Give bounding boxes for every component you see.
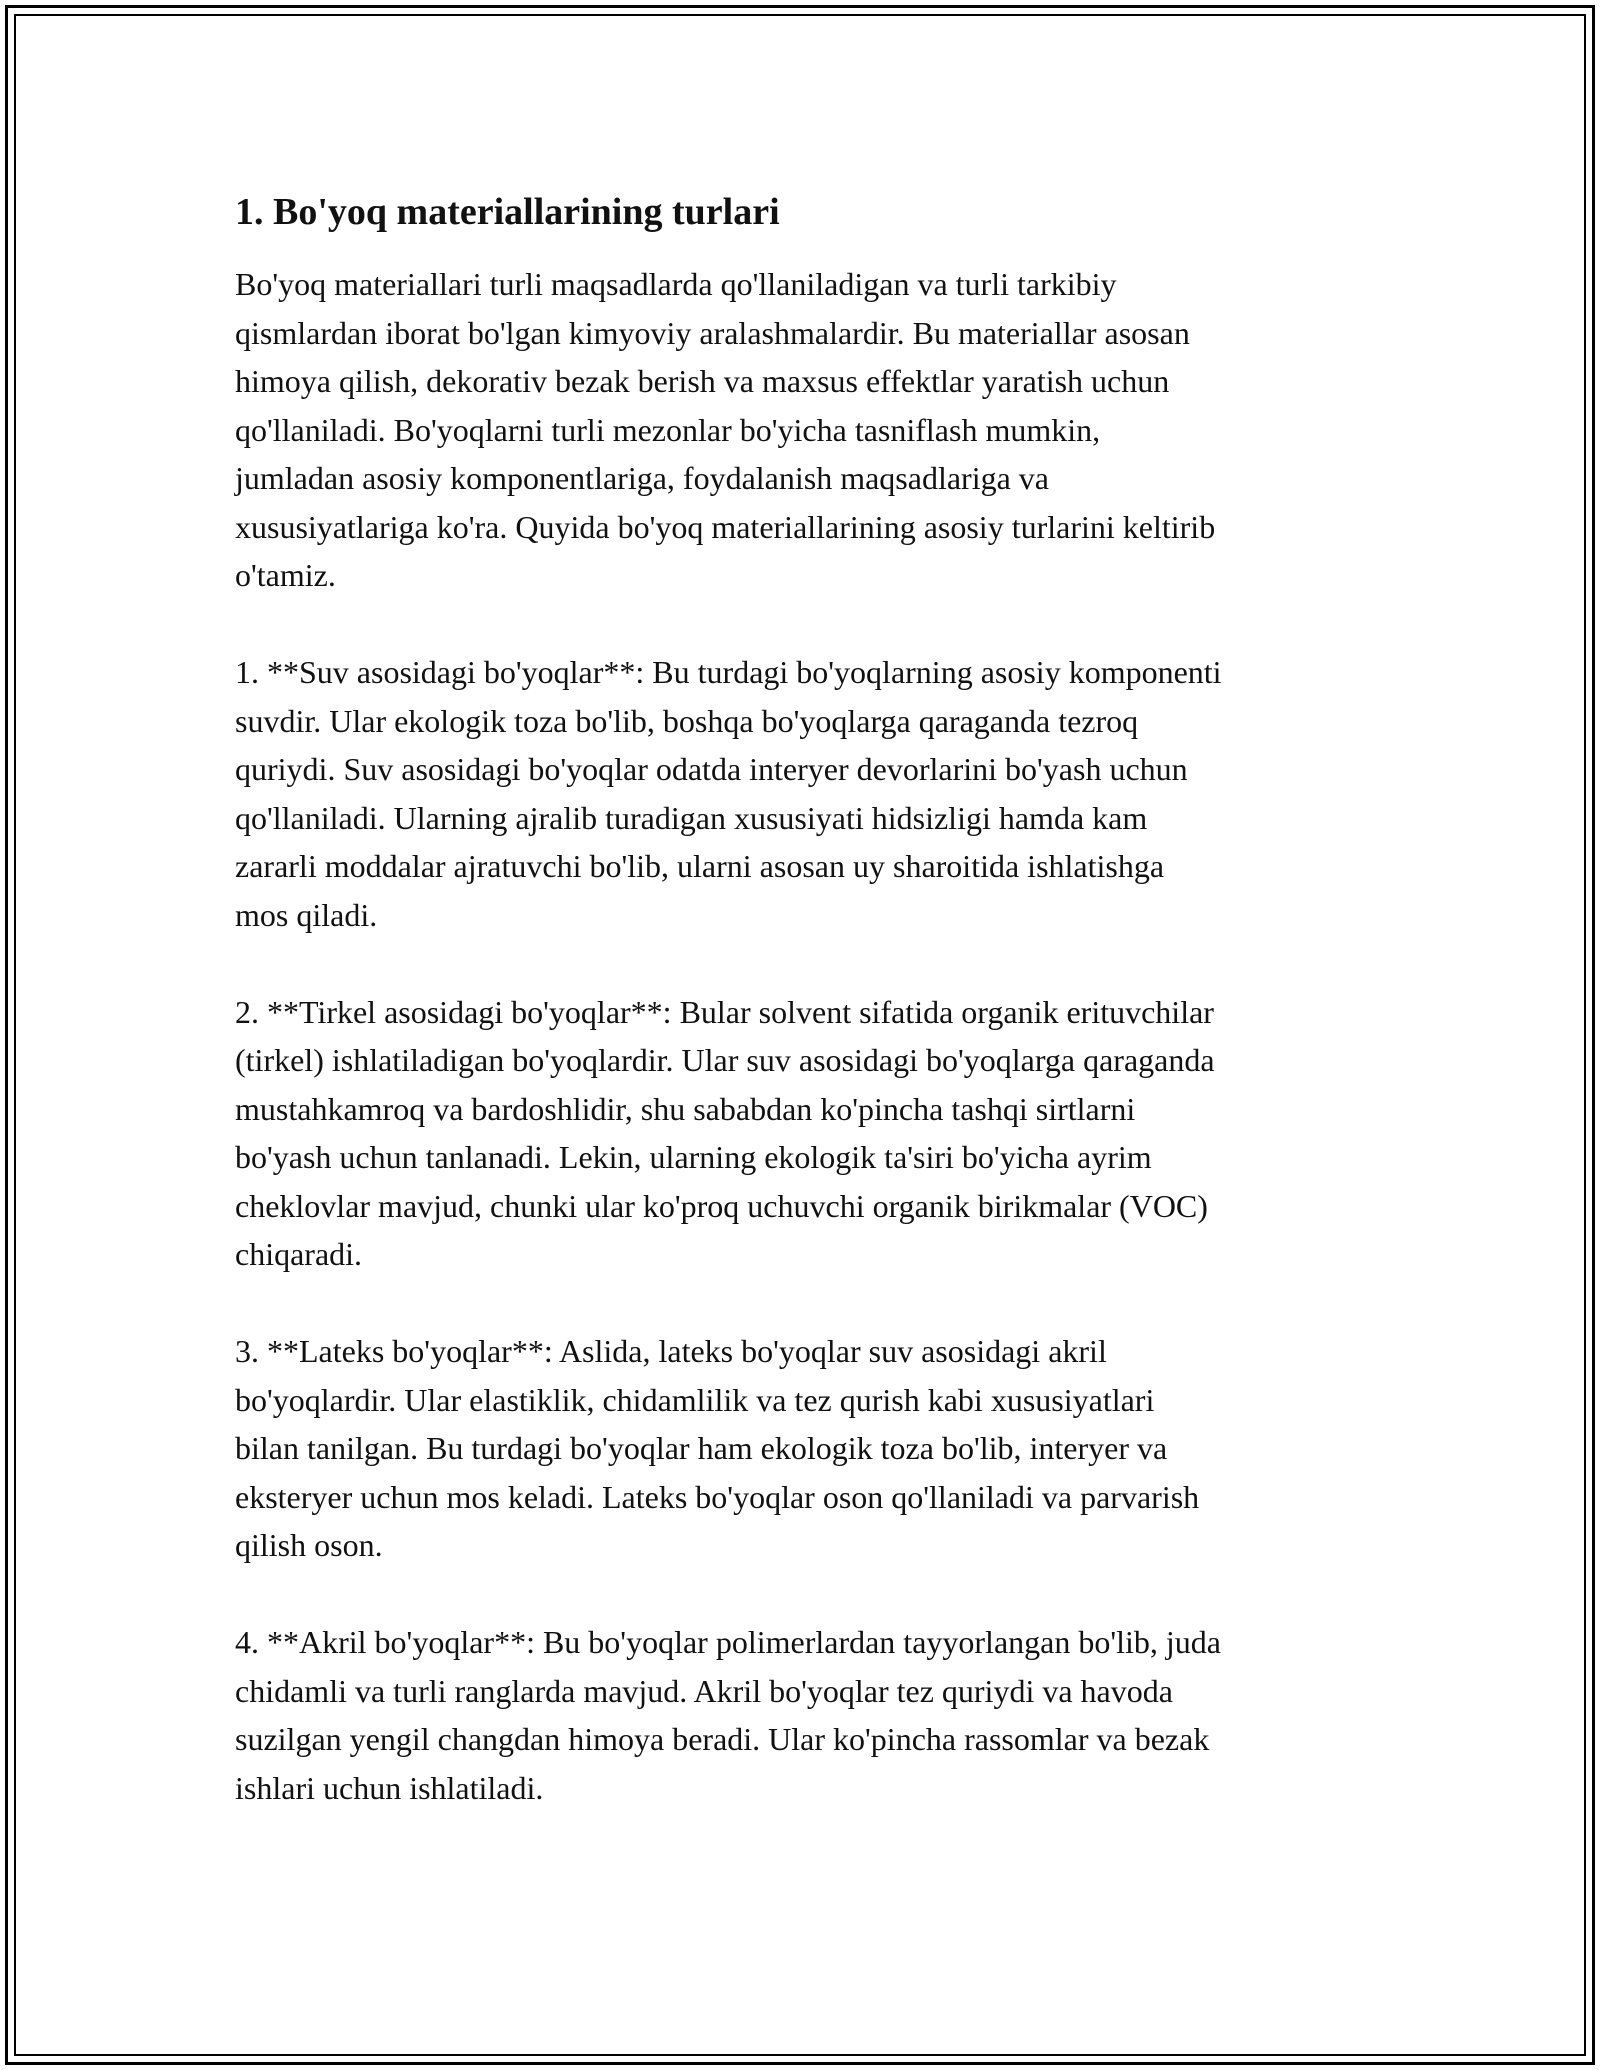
intro-paragraph: Bo'yoq materiallari turli maqsadlarda qo'llaniladigan va turli tarkibiy qismlardan iborat bo'lgan kimyoviy aralashmalardir. Bu materiallar asosan himoya qilish, dekorativ bezak berish va maxsus effektlar yaratish uchun qo'llaniladi. Bo'yoqlarni turli mezonlar bo'yicha tasniflash mumkin, jumladan asosiy komponentlariga, foydalanish maqsadlariga va xususiyatlariga ko'ra. Quyida bo'yoq materiallarining asosiy turlarini keltirib o'tamiz. — [235, 266, 1216, 593]
paragraph-solvent-based-paints: 2. **Tirkel asosidagi bo'yoqlar**: Bular solvent sifatida organik erituvchilar (tirkel) ishlatiladigan bo'yoqlardir. Ular suv asosidagi bo'yoqlarga qaraganda mustahkamroq va bardoshlidir, shu sababdan ko'pincha tashqi sirtlarni bo'yash uchun tanlanadi. Lekin, ularning ekologik ta'siri bo'yicha ayrim cheklovlar mavjud, chunki ular ko'proq uchuvchi organik birikmalar (VOC) chiqaradi. — [235, 993, 1215, 1272]
paragraph-latex-paints: 3. **Lateks bo'yoqlar**: Aslida, lateks bo'yoqlar suv asosidagi akril bo'yoqlardir. Ular elastiklik, chidamlilik va tez qurish kabi xususiyatlari bilan tanilgan. Bu turdagi bo'yoqlar ham ekologik toza bo'lib, interyer va eksteryer uchun mos keladi. Lateks bo'yoqlar oson qo'llaniladi va parvarish qilish oson. — [235, 1333, 1200, 1563]
paragraph-water-based-paints: 1. **Suv asosidagi bo'yoqlar**: Bu turdagi bo'yoqlarning asosiy komponenti suvdir. Ular ekologik toza bo'lib, boshqa bo'yoqlarga qaraganda tezroq quriydi. Suv asosidagi bo'yoqlar odatda interyer devorlarini bo'yash uchun qo'llaniladi. Ularning ajralib turadigan xususiyati hidsizligi hamda kam zararli moddalar ajratuvchi bo'lib, ularni asosan uy sharoitida ishlatishga mos qiladi. — [235, 654, 1222, 933]
document-title: 1. Bo'yoq materiallarining turlari — [235, 191, 780, 233]
document-body — [235, 186, 1385, 1861]
paragraph-acrylic-paints: 4. **Akril bo'yoqlar**: Bu bo'yoqlar polimerlardan tayyorlangan bo'lib, juda chidamli va turli ranglarda mavjud. Akril bo'yoqlar tez quriydi va havoda suzilgan yengil changdan himoya beradi. Ular ko'pincha rassomlar va bezak ishlari uchun ishlatiladi. — [235, 1624, 1221, 1806]
